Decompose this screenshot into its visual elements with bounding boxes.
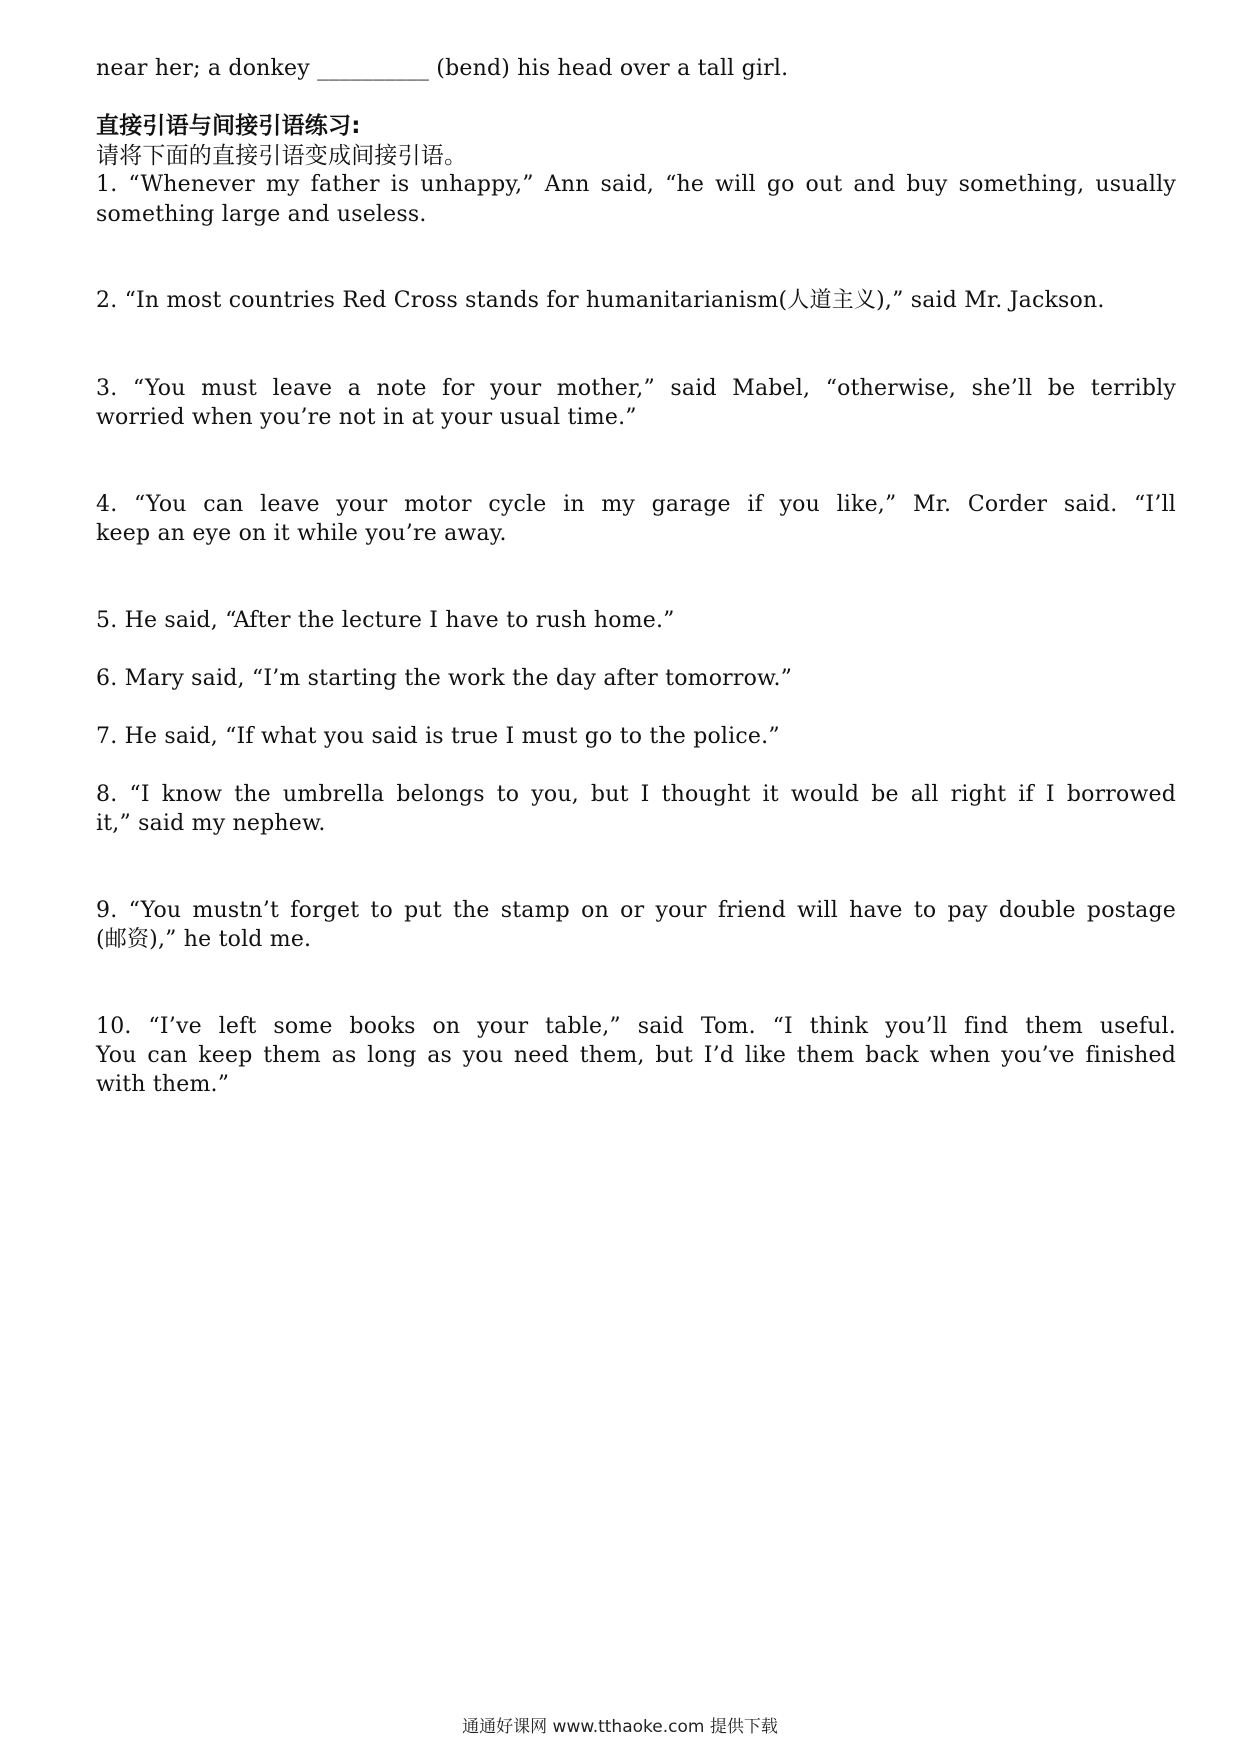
exercise-3-line-2: worried when you’re not in at your usual time.” (96, 405, 637, 430)
exercise-4-line-1: 4. “You can leave your motor cycle in my garage if you like,” Mr. Corder said. “I’ll (96, 492, 1176, 517)
exercise-4-line-2: keep an eye on it while you’re away. (96, 521, 507, 546)
exercise-8-line-1: 8. “I know the umbrella belongs to you, but I thought it would be all right if I borrowed (96, 782, 1176, 807)
exercise-10-line-3: with them.” (96, 1072, 230, 1097)
exercise-1-line-2: something large and useless. (96, 202, 427, 227)
section-title: 直接引语与间接引语练习: (96, 113, 361, 139)
exercise-9-line-1: 9. “You mustn’t forget to put the stamp on or your friend will have to pay double postage (96, 898, 1176, 923)
section-instruction: 请将下面的直接引语变成间接引语。 (96, 143, 468, 169)
page-footer: 通通好课网 www.tthaoke.com 提供下载 (462, 1717, 778, 1737)
exercise-2-line-1: 2. “In most countries Red Cross stands for humanitarianism(人道主义),” said Mr. Jackson. (96, 288, 1105, 313)
exercise-1-line-1: 1. “Whenever my father is unhappy,” Ann said, “he will go out and buy something, usually (96, 172, 1176, 197)
exercise-7-line-1: 7. He said, “If what you said is true I must go to the police.” (96, 724, 780, 749)
previous-exercise-continuation: near her; a donkey __________ (bend) his head over a tall girl. (96, 56, 789, 81)
exercise-10-line-1: 10. “I’ve left some books on your table,” said Tom. “I think you’ll find them useful. (96, 1014, 1176, 1039)
exercise-5-line-1: 5. He said, “After the lecture I have to rush home.” (96, 608, 675, 633)
exercise-3-line-1: 3. “You must leave a note for your mother,” said Mabel, “otherwise, she’ll be terribly (96, 376, 1176, 401)
exercise-6-line-1: 6. Mary said, “I’m starting the work the day after tomorrow.” (96, 666, 793, 691)
exercise-9-line-2: (邮资),” he told me. (96, 927, 312, 952)
exercise-10-line-2: You can keep them as long as you need them, but I’d like them back when you’ve finished (96, 1043, 1176, 1068)
exercise-8-line-2: it,” said my nephew. (96, 811, 326, 836)
